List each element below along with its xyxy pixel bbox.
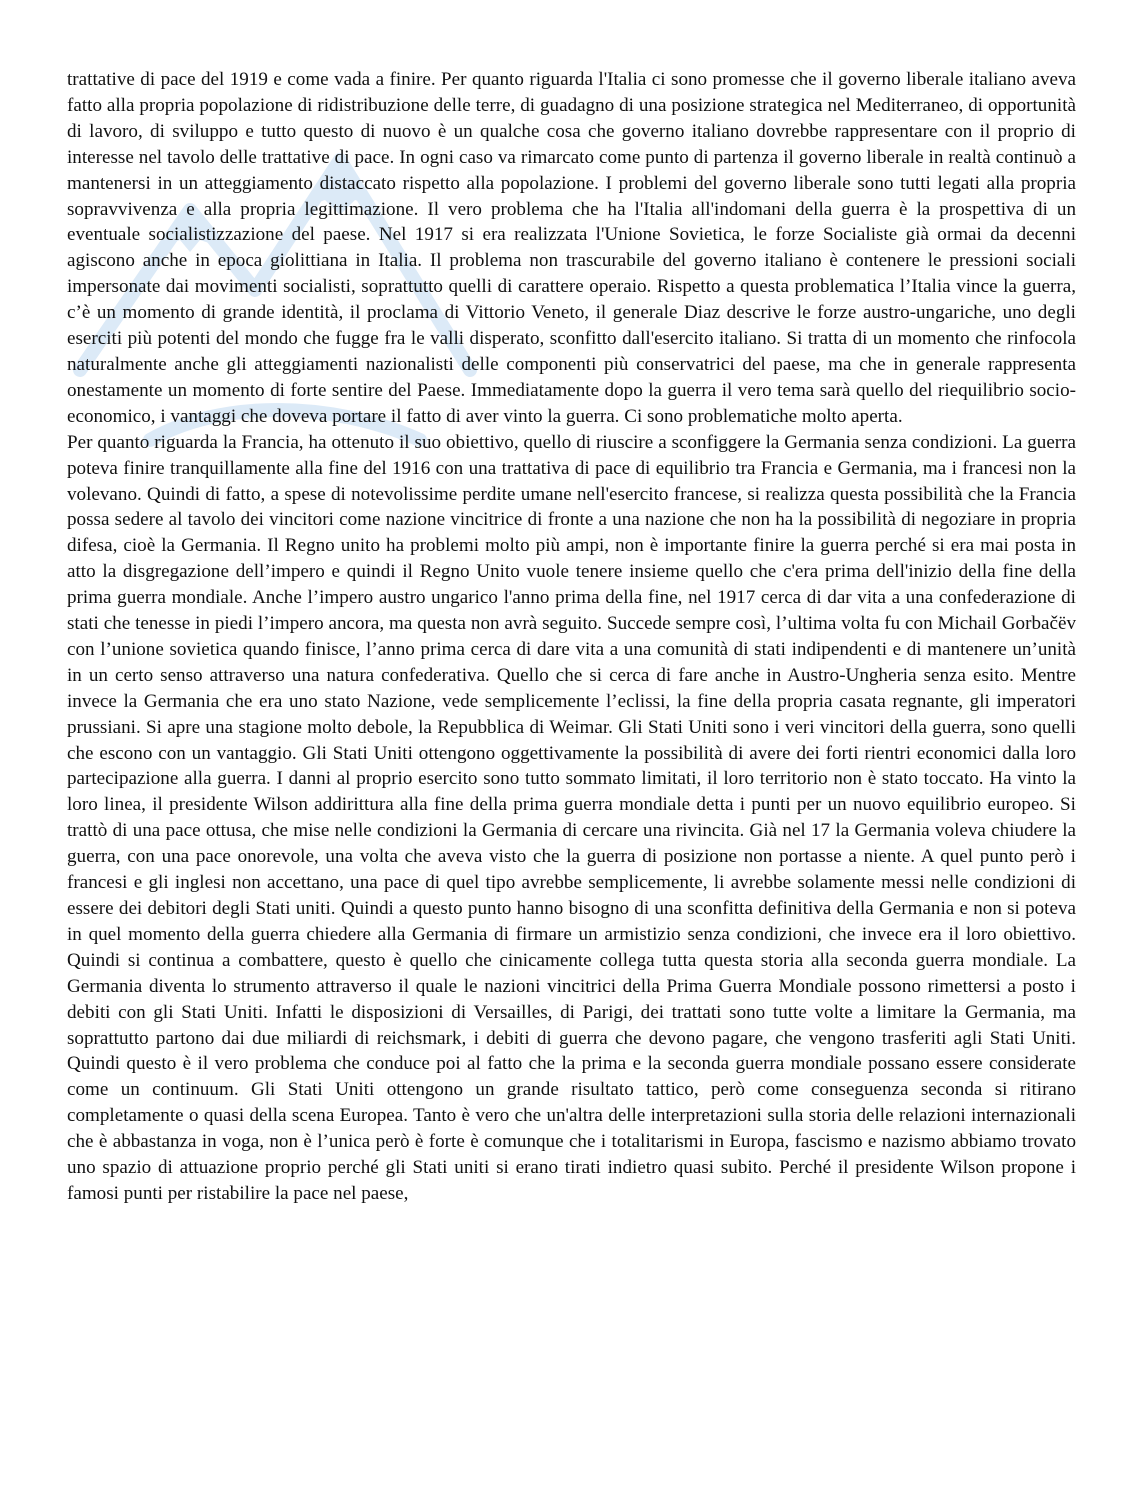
paragraph-italia: trattative di pace del 1919 e come vada a finire. Per quanto riguarda l'Italia ci sono promesse che il governo liberale italiano aveva fatto alla propria popolazione di ridistribuzione delle terre, di guadagno di una posizione strategica nel Mediterraneo, di opportunità di lavoro, di sviluppo e tutto questo di nuovo è un qualche cosa che governo italiano dovrebbe rappresentare con il proprio di interesse nel tavolo delle trattative di pace. In ogni caso va rimarcato come punto di partenza il governo liberale in realtà continuò a mantenersi in un atteggiamento distaccato rispetto alla popolazione. I problemi del governo liberale sono tutti legati alla propria sopravvivenza e alla propria legittimazione. Il vero problema che ha l'Italia all'indomani della guerra è la prospettiva di un eventuale socialistizzazione del paese. Nel 1917 si era realizzata l'Unione Sovietica, le forze Socialiste già ormai da decenni agiscono anche in epoca giolittiana in Italia. Il problema non trascurabile del governo italiano è contenere le pressioni sociali impersonate dai movimenti socialisti, soprattutto quelli di carattere operaio. Rispetto a questa problematica l’Italia vince la guerra, c’è un momento di grande identità, il proclama di Vittorio Veneto, il generale Diaz descrive le forze austro-ungariche, uno degli eserciti più potenti del mondo che fugge fra le valli disperato, sconfitto dall'esercito italiano. Si tratta di un momento che rinfocola naturalmente anche gli atteggiamenti nazionalisti delle componenti più conservatrici del paese, ma che in generale rappresenta onestamente un momento di forte sentire del Paese. Immediatamente dopo la guerra il vero tema sarà quello del riequilibrio socio-economico, i vantaggi che doveva portare il fatto di aver vinto la guerra. Ci sono problematiche molto aperta. bbox=[67, 69, 1076, 427]
body-text bbox=[67, 67, 1076, 1207]
paragraph-francia: Per quanto riguarda la Francia, ha ottenuto il suo obiettivo, quello di riuscire a sconfiggere la Germania senza condizioni. La guerra poteva finire tranquillamente alla fine del 1916 con una trattativa di pace di equilibrio tra Francia e Germania, ma i francesi non la volevano. Quindi di fatto, a spese di notevolissime perdite umane nell'esercito francese, si realizza questa possibilità che la Francia possa sedere al tavolo dei vincitori come nazione vincitrice di fronte a una nazione che non ha la possibilità di negoziare in propria difesa, cioè la Germania. Il Regno unito ha problemi molto più ampi, non è importante finire la guerra perché si era mai posta in atto la disgregazione dell’impero e quindi il Regno Unito vuole tenere insieme quello che c'era prima dell'inizio della fine della prima guerra mondiale. Anche l’impero austro ungarico l'anno prima della fine, nel 1917 cerca di dar vita a una confederazione di stati che tenesse in piedi l’impero ancora, ma questa non avrà seguito. Succede sempre così, l’ultima volta fu con Michail Gorbačëv con l’unione sovietica quando finisce, l’anno prima cerca di dare vita a una comunità di stati indipendenti e di mantenere un’unità in un certo senso attraverso una natura confederativa. Quello che si cerca di fare anche in Austro-Ungheria senza esito. Mentre invece la Germania che era uno stato Nazione, vede semplicemente l’eclissi, la fine della propria casata regnante, gli imperatori prussiani. Si apre una stagione molto debole, la Repubblica di Weimar. Gli Stati Uniti sono i veri vincitori della guerra, sono quelli che escono con un vantaggio. Gli Stati Uniti ottengono oggettivamente la possibilità di avere dei forti rientri economici dalla loro partecipazione alla guerra. I danni al proprio esercito sono tutto sommato limitati, il loro territorio non è stato toccato. Ha vinto la loro linea, il presidente Wilson addirittura alla fine della prima guerra mondiale detta i punti per un nuovo equilibrio europeo. Si trattò di una pace ottusa, che mise nelle condizioni la Germania di cercare una rivincita. Già nel 17 la Germania voleva chiudere la guerra, con una pace onorevole, una volta che aveva visto che la guerra di posizione non portasse a niente. A quel punto però i francesi e gli inglesi non accettano, una pace di quel tipo avrebbe semplicemente, li avrebbe solamente messi nelle condizioni di essere dei debitori degli Stati uniti. Quindi a questo punto hanno bisogno di una sconfitta definitiva della Germania e non si poteva in quel momento della guerra chiedere alla Germania di firmare un armistizio senza condizioni, che invece era il loro obiettivo. Quindi si continua a combattere, questo è quello che cinicamente collega tutta questa storia alla seconda guerra mondiale. La Germania diventa lo strumento attraverso il quale le nazioni vincitrici della Prima Guerra Mondiale possono rimettersi a posto i debiti con gli Stati Uniti. Infatti le disposizioni di Versailles, di Parigi, dei trattati sono tutte volte a limitare la Germania, ma soprattutto partono dai due miliardi di reichsmark, i debiti di guerra che devono pagare, che vengono trasferiti agli Stati Uniti. Quindi questo è il vero problema che conduce poi al fatto che la prima e la seconda guerra mondiale possano essere considerate come un continuum. Gli Stati Uniti ottengono un grande risultato tattico, però come conseguenza seconda si ritirano completamente o quasi della scena Europea. Tanto è vero che un'altra delle interpretazioni sulla storia delle relazioni internazionali che è abbastanza in voga, non è l’unica però è forte è comunque che i totalitarismi in Europa, fascismo e nazismo abbiamo trovato uno spazio di attuazione proprio perché gli Stati uniti si erano tirati indietro quasi subito. Perché il presidente Wilson propone i famosi punti per ristabilire la pace nel paese, bbox=[67, 431, 1076, 1204]
